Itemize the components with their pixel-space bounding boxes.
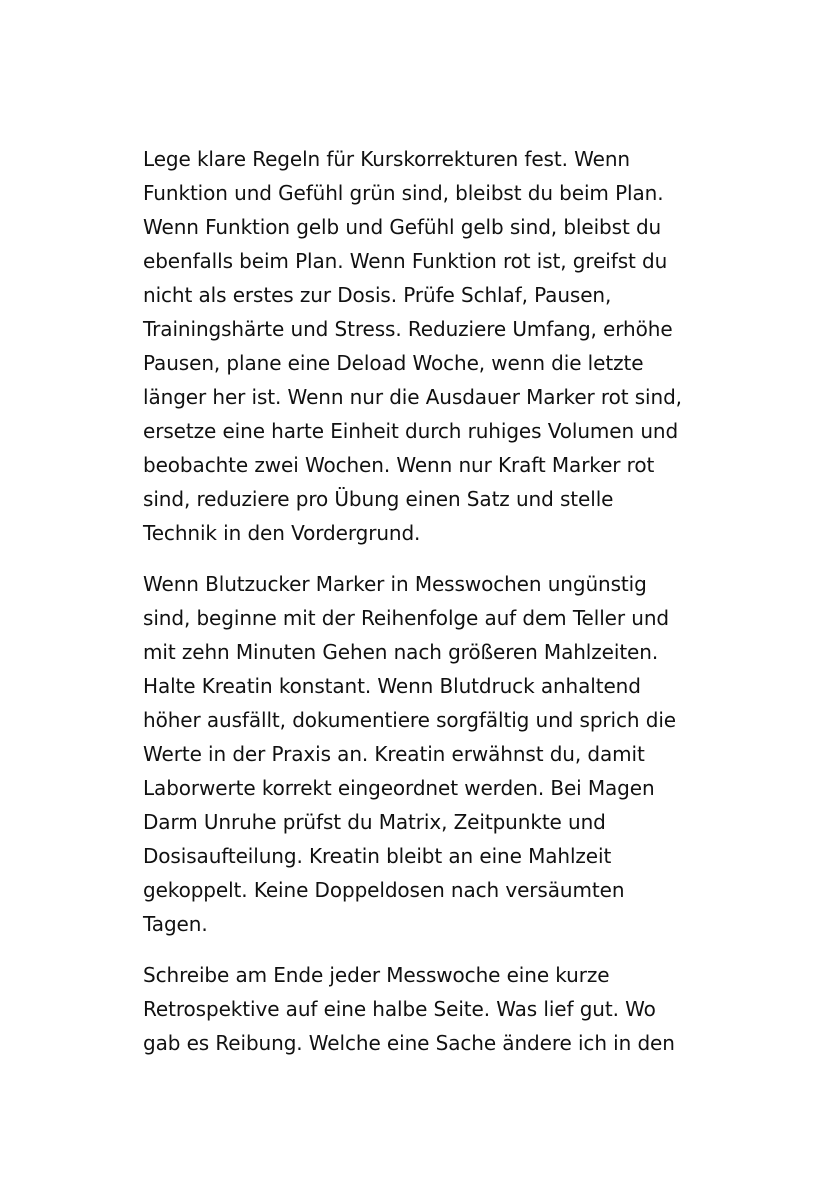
text-line: gab es Reibung. Welche eine Sache ändere ich in den (143, 1031, 675, 1055)
text-line: ersetze eine harte Einheit durch ruhiges Volumen und (143, 419, 679, 443)
text-line: Darm Unruhe prüfst du Matrix, Zeitpunkte und (143, 810, 606, 834)
text-line: Schreibe am Ende jeder Messwoche eine kurze (143, 963, 610, 987)
text-line: Laborwerte korrekt eingeordnet werden. Bei Magen (143, 776, 655, 800)
text-line: mit zehn Minuten Gehen nach größeren Mahlzeiten. (143, 640, 659, 664)
text-line: sind, reduziere pro Übung einen Satz und stelle (143, 487, 614, 511)
text-line: Funktion und Gefühl grün sind, bleibst du beim Plan. (143, 181, 664, 205)
text-line: sind, beginne mit der Reihenfolge auf dem Teller und (143, 606, 669, 630)
paragraph-3 (143, 958, 703, 1060)
text-line: Tagen. (143, 912, 208, 936)
text-line: länger her ist. Wenn nur die Ausdauer Marker rot sind, (143, 385, 682, 409)
text-line: ebenfalls beim Plan. Wenn Funktion rot ist, greifst du (143, 249, 668, 273)
text-line: Halte Kreatin konstant. Wenn Blutdruck anhaltend (143, 674, 641, 698)
text-line: Dosisaufteilung. Kreatin bleibt an eine Mahlzeit (143, 844, 612, 868)
text-line: Pausen, plane eine Deload Woche, wenn die letzte (143, 351, 644, 375)
text-line: Technik in den Vordergrund. (143, 521, 421, 545)
text-line: nicht als erstes zur Dosis. Prüfe Schlaf, Pausen, (143, 283, 612, 307)
paragraph-1 (143, 142, 703, 550)
text-line: beobachte zwei Wochen. Wenn nur Kraft Marker rot (143, 453, 655, 477)
text-line: Wenn Funktion gelb und Gefühl gelb sind, bleibst du (143, 215, 662, 239)
text-line: Trainingshärte und Stress. Reduziere Umfang, erhöhe (143, 317, 673, 341)
text-line: Lege klare Regeln für Kurskorrekturen fest. Wenn (143, 147, 630, 171)
text-line: Wenn Blutzucker Marker in Messwochen ungünstig (143, 572, 647, 596)
text-line: Werte in der Praxis an. Kreatin erwähnst du, damit (143, 742, 645, 766)
text-line: Retrospektive auf eine halbe Seite. Was lief gut. Wo (143, 997, 656, 1021)
paragraph-2 (143, 567, 703, 941)
text-line: gekoppelt. Keine Doppeldosen nach versäumten (143, 878, 625, 902)
body-text (143, 142, 703, 1077)
text-line: höher ausfällt, dokumentiere sorgfältig und sprich die (143, 708, 676, 732)
